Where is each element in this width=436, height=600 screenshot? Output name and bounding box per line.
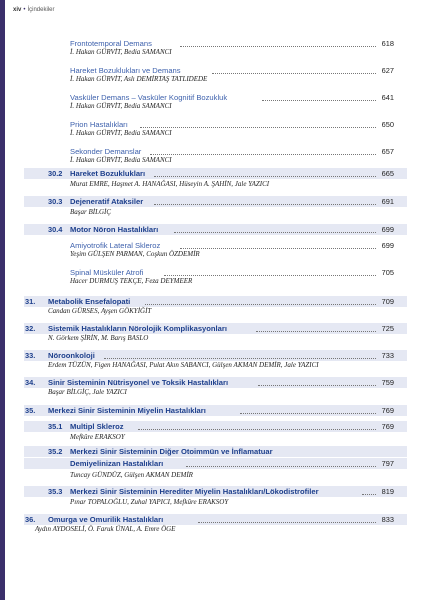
- toc-entry-title-continued[interactable]: Demiyelinizan Hastalıkları: [70, 459, 164, 468]
- toc-authors: İ. Hakan GÜRVİT, Bedia SAMANCI: [70, 102, 172, 110]
- running-header: [13, 7, 54, 13]
- header-page-number: xiv: [13, 7, 22, 13]
- toc-entry-title[interactable]: Frontotemporal Demans: [70, 39, 152, 48]
- toc-entry-title[interactable]: Merkezi Sinir Sisteminin Diğer Otoimmün ve İnflamatuar: [70, 447, 273, 456]
- toc-page-number: 699: [381, 225, 394, 234]
- toc-authors: Hacer DURMUŞ TEKÇE, Feza DEYMEER: [70, 277, 193, 285]
- leader-dots: [145, 304, 376, 305]
- toc-page-number: 833: [381, 515, 394, 524]
- leader-dots: [154, 176, 376, 177]
- toc-authors: Başar BİLGİÇ, Jale YAZICI: [48, 388, 127, 396]
- leader-dots: [150, 154, 376, 155]
- leader-dots: [180, 46, 376, 47]
- toc-entry-title[interactable]: Sinir Sisteminin Nütrisyonel ve Toksik Hastalıkları: [48, 378, 229, 387]
- leader-dots: [258, 385, 376, 386]
- toc-page-number: 709: [381, 297, 394, 306]
- toc-entry-title[interactable]: Sistemik Hastalıkların Nörolojik Komplikasyonları: [48, 324, 227, 333]
- toc-entry-title[interactable]: Sekonder Demanslar: [70, 147, 142, 156]
- header-bullet: •: [23, 7, 26, 13]
- leader-dots: [212, 73, 376, 74]
- toc-authors: Yeşim GÜLŞEN PARMAN, Coşkun ÖZDEMİR: [70, 250, 200, 258]
- toc-page-number: 797: [381, 459, 394, 468]
- toc-entry-title[interactable]: Motor Nöron Hastalıkları: [70, 225, 159, 234]
- toc-page-number: 705: [381, 268, 394, 277]
- leader-dots: [262, 100, 376, 101]
- toc-page-number: 769: [381, 406, 394, 415]
- leader-dots: [180, 248, 376, 249]
- leader-dots: [138, 429, 376, 430]
- toc-page-number: 641: [381, 93, 394, 102]
- toc-page-number: 691: [381, 197, 394, 206]
- leader-dots: [164, 275, 376, 276]
- toc-authors: Candan GÜRSES, Ayşen GÖKYİĞİT: [48, 307, 152, 315]
- toc-page-number: 665: [381, 169, 394, 178]
- toc-entry-title[interactable]: Merkezi Sinir Sisteminin Herediter Miyelin Hastalıkları/Lökodistrofiler: [70, 487, 319, 496]
- chapter-number: 32.: [25, 324, 36, 333]
- leader-dots: [240, 413, 376, 414]
- toc-page-number: 618: [381, 39, 394, 48]
- toc-authors: Tuncay GÜNDÜZ, Gülşen AKMAN DEMİR: [70, 471, 193, 479]
- chapter-number: 31.: [25, 297, 36, 306]
- toc-authors: İ. Hakan GÜRVİT, Aslı DEMİRTAŞ TATLIDEDE: [70, 75, 208, 83]
- leader-dots: [362, 494, 376, 495]
- toc-entry-title[interactable]: Multipl Skleroz: [70, 422, 124, 431]
- toc-entry-title[interactable]: Hareket Bozuklukları ve Demans: [70, 66, 181, 75]
- toc-page-number: 699: [381, 241, 394, 250]
- section-number: 30.3: [48, 197, 63, 206]
- toc-authors: Murat EMRE, Haşmet A. HANAĞASI, Hüseyin A. ŞAHİN, Jale YAZICI: [70, 180, 270, 188]
- toc-page-number: 725: [381, 324, 394, 333]
- leader-dots: [154, 204, 376, 205]
- toc-entry-title[interactable]: Metabolik Ensefalopati: [48, 297, 131, 306]
- toc-entry-title[interactable]: Amiyotrofik Lateral Skleroz: [70, 241, 161, 250]
- chapter-sidebar-bar: [0, 0, 5, 600]
- toc-entry-title[interactable]: Dejeneratif Ataksiler: [70, 197, 144, 206]
- leader-dots: [174, 232, 376, 233]
- toc-authors: Aydın AYDOSELİ, Ö. Faruk ÜNAL, A. Emre ÖGE: [35, 525, 176, 533]
- section-number: 30.4: [48, 225, 63, 234]
- toc-entry-title[interactable]: Prion Hastalıkları: [70, 120, 128, 129]
- toc-authors: Pınar TOPALOĞLU, Zuhal YAPICI, Mefkûre ERAKSOY: [70, 498, 229, 506]
- toc-authors: İ. Hakan GÜRVİT, Bedia SAMANCI: [70, 156, 172, 164]
- toc-authors: N. Görkem ŞİRİN, M. Barış BASLO: [48, 334, 149, 342]
- leader-dots: [256, 331, 376, 332]
- toc-authors: İ. Hakan GÜRVİT, Bedia SAMANCI: [70, 129, 172, 137]
- chapter-number: 33.: [25, 351, 36, 360]
- chapter-number: 36.: [25, 515, 36, 524]
- header-title: İçindekiler: [27, 7, 55, 13]
- toc-page-number: 759: [381, 378, 394, 387]
- toc-page-number: 769: [381, 422, 394, 431]
- toc-page-number: 733: [381, 351, 394, 360]
- toc-page-number: 627: [381, 66, 394, 75]
- leader-dots: [140, 127, 376, 128]
- toc-entry-title[interactable]: Omurga ve Omurilik Hastalıkları: [48, 515, 164, 524]
- toc-authors: İ. Hakan GÜRVİT, Bedia SAMANCI: [70, 48, 172, 56]
- section-number: 35.3: [48, 487, 63, 496]
- toc-authors: Başar BİLGİÇ: [70, 208, 112, 216]
- toc-entry-title[interactable]: Merkezi Sinir Sisteminin Miyelin Hastalıkları: [48, 406, 206, 415]
- toc-authors: Mefkûre ERAKSOY: [70, 433, 125, 441]
- section-number: 30.2: [48, 169, 63, 178]
- toc-page-number: 650: [381, 120, 394, 129]
- section-number: 35.2: [48, 447, 63, 456]
- leader-dots: [198, 522, 376, 523]
- leader-dots: [104, 358, 376, 359]
- toc-entry-title[interactable]: Hareket Bozuklukları: [70, 169, 146, 178]
- toc-entry-title[interactable]: Nöroonkoloji: [48, 351, 95, 360]
- toc-entry-title[interactable]: Spinal Müsküler Atrofi: [70, 268, 144, 277]
- toc-page-number: 657: [381, 147, 394, 156]
- toc-page-number: 819: [381, 487, 394, 496]
- chapter-number: 34.: [25, 378, 36, 387]
- toc-authors: Erdem TÜZÜN, Figen HANAĞASI, Pulat Akın SABANCI, Gülşen AKMAN DEMİR, Jale YAZICI: [48, 361, 319, 369]
- section-number: 35.1: [48, 422, 63, 431]
- toc-entry-title[interactable]: Vasküler Demans – Vasküler Kognitif Bozukluk: [70, 93, 228, 102]
- leader-dots: [186, 466, 376, 467]
- chapter-number: 35.: [25, 406, 36, 415]
